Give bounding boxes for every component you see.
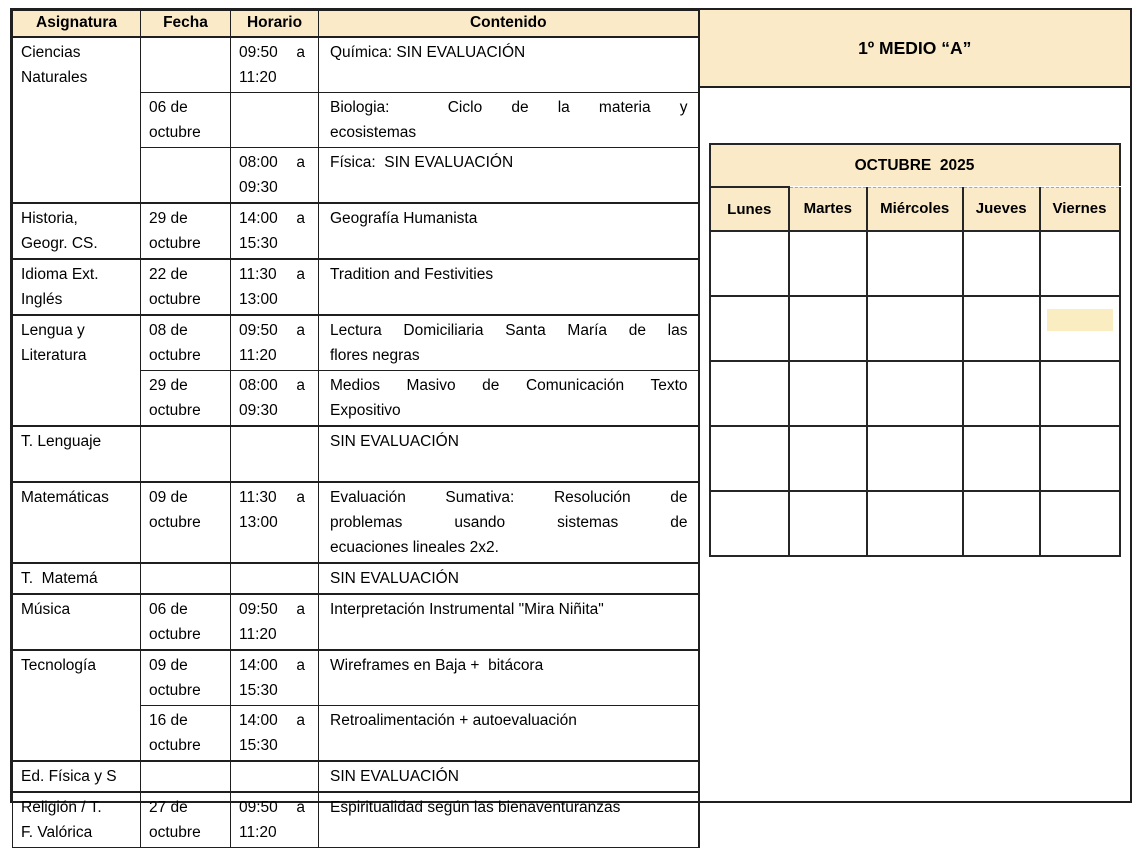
time-cell <box>231 482 319 563</box>
cell-line: 09:50 a <box>239 43 305 61</box>
time-cell <box>231 315 319 371</box>
cell-line: octubre <box>149 823 201 841</box>
time-cell <box>231 92 319 147</box>
date-cell <box>141 792 231 848</box>
calendar-cell <box>867 426 963 491</box>
cell-line: Religión / T. <box>21 798 102 816</box>
cell-line: 14:00 a <box>239 656 305 674</box>
time-cell <box>231 650 319 706</box>
cell-line: 15:30 <box>239 681 278 699</box>
cell-line: T. Matemá <box>21 569 98 587</box>
cell-line: ecosistemas <box>330 123 417 141</box>
table-row <box>13 563 699 594</box>
calendar-cell <box>867 296 963 361</box>
cell-line: 06 de <box>149 600 188 618</box>
calendar-cell <box>867 231 963 296</box>
date-cell <box>141 315 231 371</box>
cell-line: octubre <box>149 290 201 308</box>
calendar-cell <box>963 361 1040 426</box>
time-cell <box>231 792 319 848</box>
cell-line: 14:00 a <box>239 711 305 729</box>
time-cell <box>231 563 319 594</box>
cell-line: octubre <box>149 736 201 754</box>
time-cell <box>231 203 319 259</box>
cell-line: 06 de <box>149 98 188 116</box>
calendar-cell <box>963 231 1040 296</box>
subject-cell <box>13 482 141 563</box>
subject-cell <box>13 37 141 203</box>
content-cell: Geografía Humanista <box>319 203 699 259</box>
column-header-asignatura: Asignatura <box>13 11 141 37</box>
cell-line: 22 de <box>149 265 188 283</box>
cell-line: 08 de <box>149 321 188 339</box>
cell-line: 15:30 <box>239 736 278 754</box>
table-row <box>13 594 699 650</box>
cell-line: 16 de <box>149 711 188 729</box>
content-cell: Wireframes en Baja + bitácora <box>319 650 699 706</box>
subject-cell <box>13 792 141 848</box>
calendar-cell <box>1040 491 1120 556</box>
cell-line: 09:50 a <box>239 798 305 816</box>
cell-line: Historia, <box>21 209 78 227</box>
cell-line: Ciencias <box>21 43 81 61</box>
content-cell: Química: SIN EVALUACIÓN <box>319 37 699 93</box>
calendar-cell <box>867 491 963 556</box>
cell-line: flores negras <box>330 346 420 364</box>
content-cell <box>319 370 699 426</box>
day-header-martes: Martes <box>789 187 866 231</box>
cell-line: 11:20 <box>239 625 277 643</box>
calendar-month-header: OCTUBRE 2025 <box>709 143 1121 186</box>
cell-line: 09:30 <box>239 178 278 196</box>
calendar-cell <box>789 361 866 426</box>
cell-line: octubre <box>149 401 201 419</box>
calendar <box>709 143 1121 557</box>
content-cell: SIN EVALUACIÓN <box>319 426 699 482</box>
day-header-jueves: Jueves <box>963 187 1040 231</box>
subject-cell <box>13 761 141 792</box>
calendar-cell <box>710 296 790 361</box>
time-cell <box>231 426 319 482</box>
content-cell: Interpretación Instrumental "Mira Niñita" <box>319 594 699 650</box>
content-cell: Retroalimentación + autoevaluación <box>319 705 699 761</box>
subject-cell <box>13 563 141 594</box>
cell-line: 13:00 <box>239 290 278 308</box>
header-row <box>13 11 699 37</box>
cell-line: 09:50 a <box>239 600 305 618</box>
right-panel <box>700 10 1131 801</box>
cell-line: T. Lenguaje <box>21 432 102 450</box>
date-cell <box>141 426 231 482</box>
date-cell <box>141 147 231 203</box>
date-cell <box>141 594 231 650</box>
date-cell <box>141 705 231 761</box>
calendar-cell <box>963 296 1040 361</box>
cell-line: Ed. Física y S <box>21 767 117 785</box>
calendar-table <box>709 186 1121 557</box>
content-cell: Física: SIN EVALUACIÓN <box>319 147 699 203</box>
cell-line: octubre <box>149 346 201 364</box>
calendar-week-row <box>710 231 1120 296</box>
time-cell <box>231 259 319 315</box>
subject-cell <box>13 426 141 482</box>
calendar-cell <box>789 231 866 296</box>
cell-line: Geogr. CS. <box>21 234 98 252</box>
day-header-viernes: Viernes <box>1040 187 1120 231</box>
table-row <box>13 482 699 563</box>
cell-line: Lengua y <box>21 321 85 339</box>
calendar-cell <box>789 296 866 361</box>
date-cell <box>141 203 231 259</box>
page-frame <box>10 8 1132 841</box>
table-row <box>13 37 699 93</box>
cell-line: 29 de <box>149 209 188 227</box>
date-cell <box>141 370 231 426</box>
column-header-fecha: Fecha <box>141 11 231 37</box>
date-cell <box>141 482 231 563</box>
subject-cell <box>13 650 141 761</box>
calendar-cell <box>1040 426 1120 491</box>
date-cell <box>141 37 231 93</box>
cell-line: octubre <box>149 681 201 699</box>
cell-line: 11:20 <box>239 68 277 86</box>
subject-cell <box>13 315 141 426</box>
highlight-marker <box>1047 309 1113 331</box>
cell-line: 09:50 a <box>239 321 305 339</box>
cell-line: 11:20 <box>239 823 277 841</box>
time-cell <box>231 37 319 93</box>
table-row <box>13 259 699 315</box>
cell-line: ecuaciones lineales 2x2. <box>330 538 499 556</box>
day-header-lunes: Lunes <box>710 187 790 231</box>
calendar-cell <box>789 426 866 491</box>
cell-line: octubre <box>149 234 201 252</box>
table-row <box>13 315 699 371</box>
subject-cell <box>13 594 141 650</box>
date-cell <box>141 92 231 147</box>
content-cell: Tradition and Festivities <box>319 259 699 315</box>
subject-cell <box>13 203 141 259</box>
table-row <box>13 203 699 259</box>
content-cell <box>319 482 699 563</box>
calendar-cell <box>867 361 963 426</box>
cell-line: 09 de <box>149 656 188 674</box>
table-row <box>13 426 699 482</box>
cell-line: 15:30 <box>239 234 278 252</box>
calendar-week-row <box>710 491 1120 556</box>
content-cell: SIN EVALUACIÓN <box>319 563 699 594</box>
course-title-banner: 1º MEDIO “A” <box>700 10 1131 88</box>
cell-line: 14:00 a <box>239 209 305 227</box>
table-row <box>13 650 699 706</box>
time-cell <box>231 761 319 792</box>
content-cell: Espiritualidad según las bienaventuranzas <box>319 792 699 848</box>
time-cell <box>231 147 319 203</box>
date-cell <box>141 761 231 792</box>
column-header-contenido: Contenido <box>319 11 699 37</box>
calendar-cell <box>710 361 790 426</box>
cell-line: 09 de <box>149 488 188 506</box>
calendar-cell <box>963 426 1040 491</box>
cell-line: Música <box>21 600 71 618</box>
content-cell <box>319 315 699 371</box>
date-cell <box>141 563 231 594</box>
calendar-cell <box>710 491 790 556</box>
cell-line: Medios Masivo de Comunicación Texto <box>330 376 688 394</box>
cell-line: 11:20 <box>239 346 277 364</box>
cell-line: 27 de <box>149 798 188 816</box>
calendar-cell <box>1040 296 1120 361</box>
day-header-miercoles: Miércoles <box>867 187 963 231</box>
calendar-day-header-row <box>710 187 1120 231</box>
cell-line: 09:30 <box>239 401 278 419</box>
subject-cell <box>13 259 141 315</box>
cell-line: 08:00 a <box>239 376 305 394</box>
cell-line: Inglés <box>21 290 63 308</box>
cell-line: octubre <box>149 625 201 643</box>
calendar-cell <box>1040 361 1120 426</box>
cell-line: Matemáticas <box>21 488 109 506</box>
cell-line: Lectura Domiciliaria Santa María de las <box>330 321 688 339</box>
cell-line: problemas usando sistemas de <box>330 513 688 531</box>
calendar-cell <box>789 491 866 556</box>
cell-line: Idioma Ext. <box>21 265 99 283</box>
table-row <box>13 792 699 848</box>
content-cell: SIN EVALUACIÓN <box>319 761 699 792</box>
time-cell <box>231 594 319 650</box>
cell-line: 13:00 <box>239 513 278 531</box>
cell-line: Literatura <box>21 346 87 364</box>
calendar-cell <box>710 426 790 491</box>
column-header-horario: Horario <box>231 11 319 37</box>
calendar-cell <box>1040 231 1120 296</box>
cell-line: Evaluación Sumativa: Resolución de <box>330 488 688 506</box>
date-cell <box>141 259 231 315</box>
table-row <box>13 761 699 792</box>
cell-line: Expositivo <box>330 401 401 419</box>
evaluations-table <box>12 10 700 848</box>
calendar-week-row <box>710 296 1120 361</box>
calendar-cell <box>710 231 790 296</box>
cell-line: F. Valórica <box>21 823 93 841</box>
cell-line: Biologia: Ciclo de la materia y <box>330 98 688 116</box>
date-cell <box>141 650 231 706</box>
calendar-week-row <box>710 361 1120 426</box>
cell-line: 11:30 a <box>239 488 305 506</box>
cell-line: 11:30 a <box>239 265 305 283</box>
cell-line: octubre <box>149 513 201 531</box>
time-cell <box>231 370 319 426</box>
cell-line: 08:00 a <box>239 153 305 171</box>
cell-line: octubre <box>149 123 201 141</box>
cell-line: Tecnología <box>21 656 96 674</box>
cell-line: Naturales <box>21 68 88 86</box>
content-cell <box>319 92 699 147</box>
calendar-week-row <box>710 426 1120 491</box>
time-cell <box>231 705 319 761</box>
cell-line: 29 de <box>149 376 188 394</box>
calendar-cell <box>963 491 1040 556</box>
